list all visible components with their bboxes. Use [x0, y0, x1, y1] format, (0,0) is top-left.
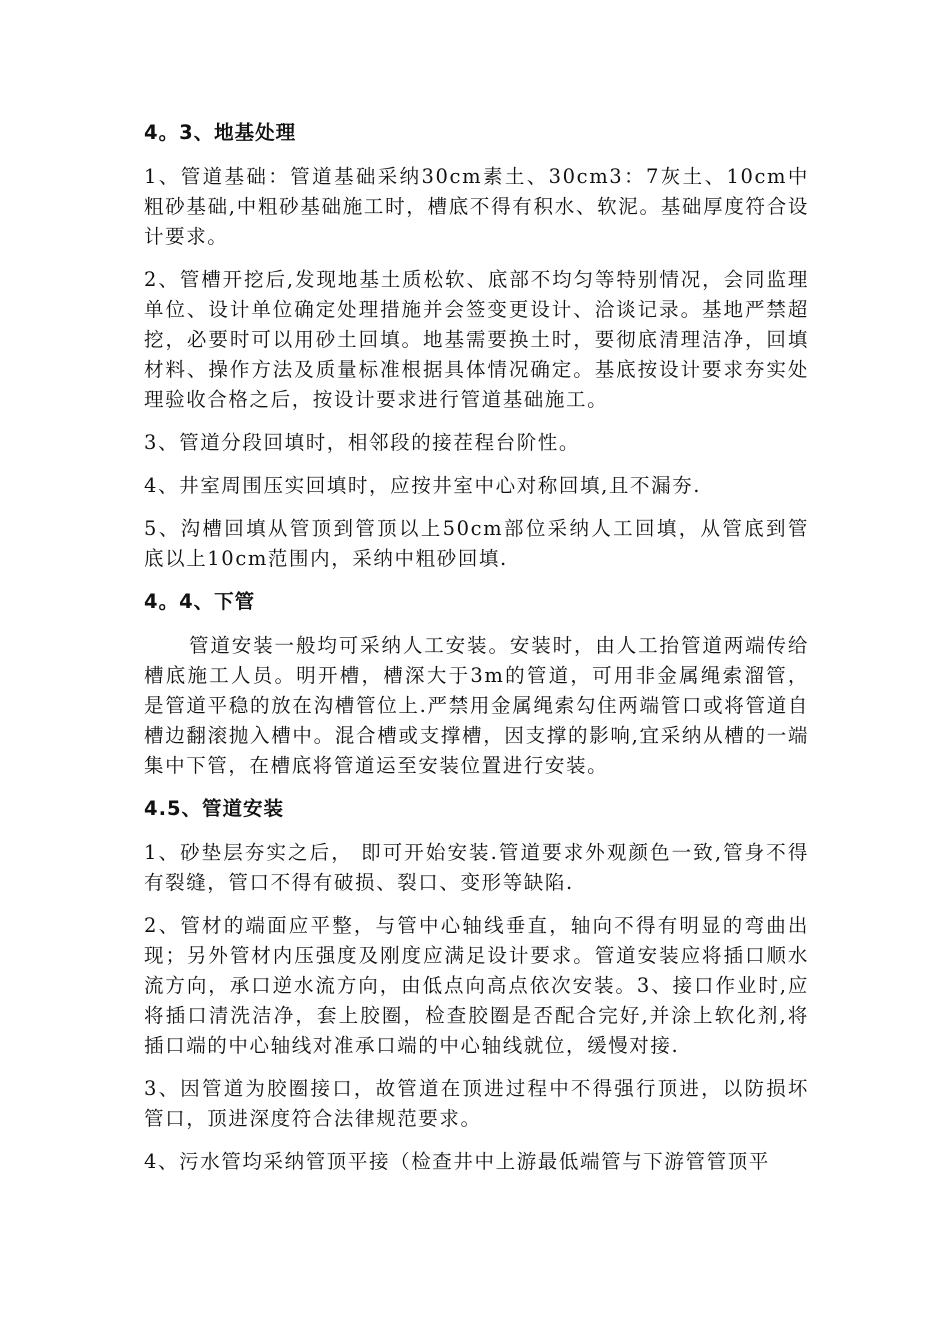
paragraph: 1、管道基础：管道基础采纳30cm素土、30cm3：7灰土、10cm中粗砂基础,中粗砂基础施工时，槽底不得有积水、软泥。基础厚度符合设计要求。 — [144, 165, 809, 248]
paragraph: 管道安装一般均可采纳人工安装。安装时，由人工抬管道两端传给槽底施工人员。明开槽，槽深大于3m的管道，可用非金属绳索溜管，是管道平稳的放在沟槽管位上.严禁用金属绳索勾住两端管口或将管道自槽边翻滚抛入槽中。混合槽或支撑槽，因支撑的影响,宜采纳从槽的一端集中下管，在槽底将管道运至安装位置进行安装。 — [144, 634, 809, 777]
paragraph: 2、管材的端面应平整，与管中心轴线垂直，轴向不得有明显的弯曲出现；另外管材内压强度及刚度应满足设计要求。管道安装应将插口顺水流方向，承口逆水流方向，由低点向高点依次安装。3、接口作业时,应将插口清洗洁净，套上胶圈，检查胶圈是否配合完好,并涂上软化剂,将插口端的中心轴线对准承口端的中心轴线就位，缓慢对接. — [144, 914, 809, 1057]
section-heading-pipe-lowering: 4。4、下管 — [144, 590, 256, 613]
paragraph: 4、井室周围压实回填时，应按井室中心对称回填,且不漏夯. — [144, 474, 702, 497]
document-body — [144, 118, 809, 1190]
paragraph: 2、管槽开挖后,发现地基土质松软、底部不均匀等特别情况，会同监理单位、设计单位确定处理措施并会签变更设计、洽谈记录。基地严禁超挖，必要时可以用砂土回填。地基需要换土时，要彻底清理洁净，回填材料、操作方法及质量标准根据具体情况确定。基底按设计要求夯实处理验收合格之后，按设计要求进行管道基础施工。 — [144, 268, 809, 411]
section-heading-foundation: 4。3、地基处理 — [144, 121, 297, 144]
section-heading-pipe-installation: 4.5、管道安装 — [144, 797, 285, 820]
paragraph: 3、因管道为胶圈接口，故管道在顶进过程中不得强行顶进，以防损坏管口，顶进深度符合法律规范要求。 — [144, 1077, 809, 1130]
paragraph: 1、砂垫层夯实之后， 即可开始安装.管道要求外观颜色一致,管身不得有裂缝，管口不得有破损、裂口、变形等缺陷. — [144, 841, 809, 894]
paragraph: 3、管道分段回填时，相邻段的接茬程台阶性。 — [144, 431, 581, 454]
paragraph: 4、污水管均采纳管顶平接（检查井中上游最低端管与下游管管顶平 — [144, 1150, 770, 1173]
paragraph: 5、沟槽回填从管顶到管顶以上50cm部位采纳人工回填，从管底到管底以上10cm范围内，采纳中粗砂回填. — [144, 517, 809, 570]
